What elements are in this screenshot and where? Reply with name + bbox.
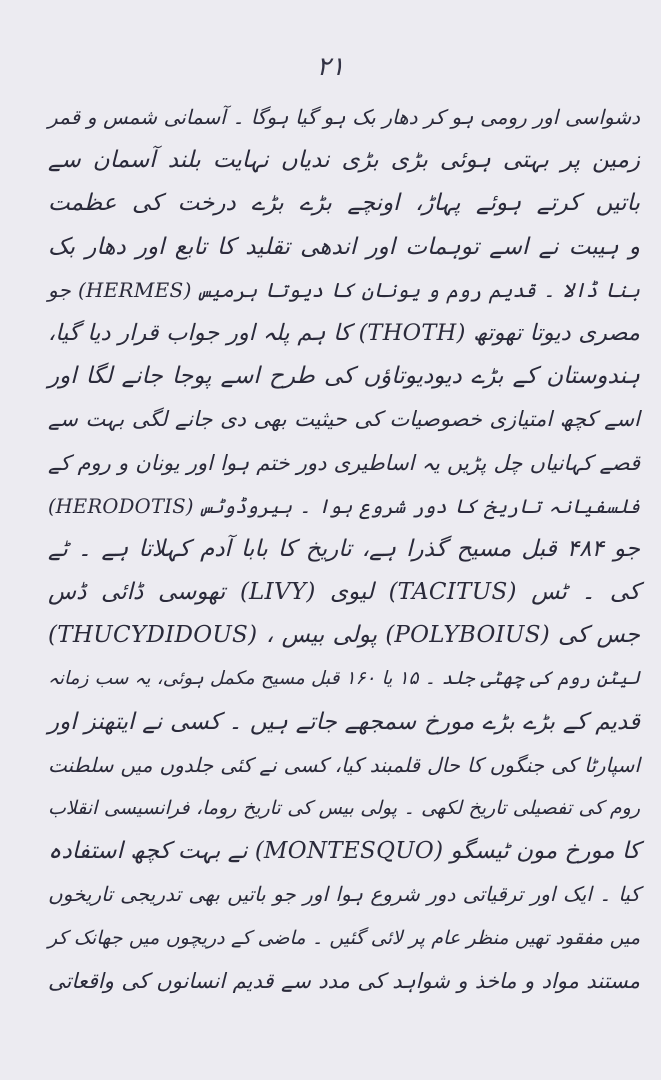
text-line: جو ۴۸۴ قبل مسیح گذرا ہے، تاریخ کا بابا آدم کہلاتا ہے ۔ ٹے [48, 535, 640, 562]
text-line: ہندوستان کے بڑے دیودیوتاؤں کی طرح اسے پوجا جانے لگا اور [48, 363, 640, 390]
text-line: قدیم کے بڑے بڑے مورخ سمجھے جاتے ہیں ۔ کسی نے ایتھنز اور [48, 708, 640, 735]
page-body [48, 96, 640, 1003]
text-line: کا مورخ مون ٹیسگو (MONTESQUO) نے بہت کچھ استفادہ [48, 838, 640, 865]
text-line: کیا ۔ ایک اور ترقیاتی دور شروع ہوا اور جو باتیں بھی تدریجی تاریخوں [48, 882, 640, 907]
text-line: مصری دیوتا تھوتھ (THOTH) کا ہم پلہ اور جواب قرار دیا گیا، [48, 319, 640, 346]
text-line: اسپارٹا کی جنگوں کا حال قلمبند کیا، کسی نے کئی جلدوں میں سلطنت [48, 752, 640, 777]
text-line: (THUCYDIDOUS) ، پولی بیس (POLYBOIUS) جس کی [48, 622, 640, 649]
text-line: لیٹن روم کی چھٹی جلد ۔ ۱۵ یا ۱۶۰ قبل مسیح مکمل ہوئی، یہ سب زمانہ [48, 668, 640, 690]
text-line: زمین پر بہتی ہوئی بڑی بڑی ندیاں نہایت بلند آسمان سے [48, 147, 640, 174]
text-line: کی ۔ ٹس (TACITUS) لیوی (LIVY) تھوسی ڈائی ڈس [48, 579, 640, 606]
page-number: ۲۱ [316, 52, 345, 82]
text-line: دشواسی اور رومی ہو کر دھار بک ہو گیا ہوگا ۔ آسمانی شمس و قمر [48, 105, 640, 129]
text-line: میں مفقود تھیں منظر عام پر لائی گئیں ۔ ماضی کے دریچوں میں جھانک کر [48, 926, 640, 949]
text-line: باتیں کرتے ہوئے پہاڑ، اونچے بڑے بڑے درخت کی عظمت [48, 190, 640, 217]
text-line: مستند مواد و ماخذ و شواہد کی مدد سے قدیم انسانوں کی واقعاتی [48, 968, 640, 993]
text-line: قصے کہانیاں چل پڑیں یہ اساطیری دور ختم ہوا اور یونان و روم کے [48, 450, 640, 475]
text-line: بنا ڈالا ۔ قدیم روم و یونان کا دیوتا ہرمیس (HERMES) جو [48, 277, 640, 302]
text-line: اسے کچھ امتیازی خصوصیات کی حیثیت بھی دی جانے لگی بہت سے [48, 407, 640, 432]
text-line: فلسفیانہ تاریخ کا دور شروع ہوا ۔ ہیروڈوٹس (HERODOTIS) [48, 494, 640, 518]
text-line: و ہیبت نے اسے توہمات اور اندھی تقلید کا تابع اور دھار بک [48, 233, 640, 260]
text-line: روم کی تفصیلی تاریخ لکھی ۔ پولی بیس کی تاریخ روما، فرانسیسی انقلاب [48, 797, 640, 819]
